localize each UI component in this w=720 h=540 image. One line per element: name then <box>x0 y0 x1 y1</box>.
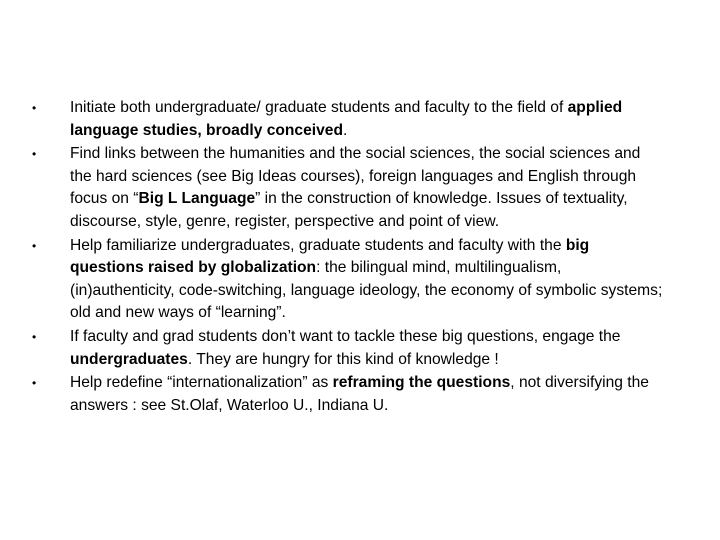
bold-text-segment: applied language studies, broadly conceived <box>70 99 623 139</box>
bullet-item <box>26 143 666 233</box>
bold-text-segment: Big L Language <box>138 190 256 208</box>
text-segment: ” in the construction of knowledge. Issues of textuality, discourse, style, genre, register, perspective and point of view. <box>70 190 628 230</box>
bullet-text <box>70 328 620 368</box>
bullet-icon: • <box>32 329 37 344</box>
text-segment: Help familiarize undergraduates, graduate students and faculty with the <box>70 236 566 254</box>
text-segment: Initiate both undergraduate/ graduate students and faculty to the field of <box>70 99 568 116</box>
bullet-text <box>70 145 640 230</box>
bullet-icon: • <box>32 101 37 115</box>
bullet-item <box>26 97 666 142</box>
text-segment: Help redefine “internationalization” as <box>70 374 333 392</box>
text-segment: If faculty and grad students don’t want to tackle these big questions, engage the <box>70 327 621 345</box>
bullet-item <box>26 326 666 371</box>
bullet-icon: • <box>32 238 37 253</box>
text-segment: : the bilingual mind, multilingualism, (in)authenticity, code-switching, language ideology, the economy of symbolic systems; old and new ways of “learning”. <box>70 259 663 322</box>
bold-text-segment: big questions raised by globalization <box>70 236 590 277</box>
bullet-icon: • <box>32 376 37 391</box>
bullet-text <box>70 99 622 139</box>
bullet-list <box>26 97 666 418</box>
bold-text-segment: undergraduates <box>70 350 188 368</box>
bullet-text <box>70 237 662 322</box>
bullet-icon: • <box>32 147 37 162</box>
text-segment: , not diversifying the answers : see St.Olaf, Waterloo U., Indiana U. <box>70 374 649 414</box>
bullet-item <box>26 235 666 325</box>
text-segment: . They are hungry for this kind of knowledge ! <box>187 350 499 368</box>
bullet-text <box>70 374 649 414</box>
text-segment: . <box>342 121 348 139</box>
bullet-item <box>26 372 666 417</box>
text-segment: Find links between the humanities and the social sciences, the social sciences and the hard sciences (see Big Ideas courses), foreign languages and English through focus on “ <box>70 145 641 208</box>
bold-text-segment: reframing the questions <box>332 374 511 392</box>
